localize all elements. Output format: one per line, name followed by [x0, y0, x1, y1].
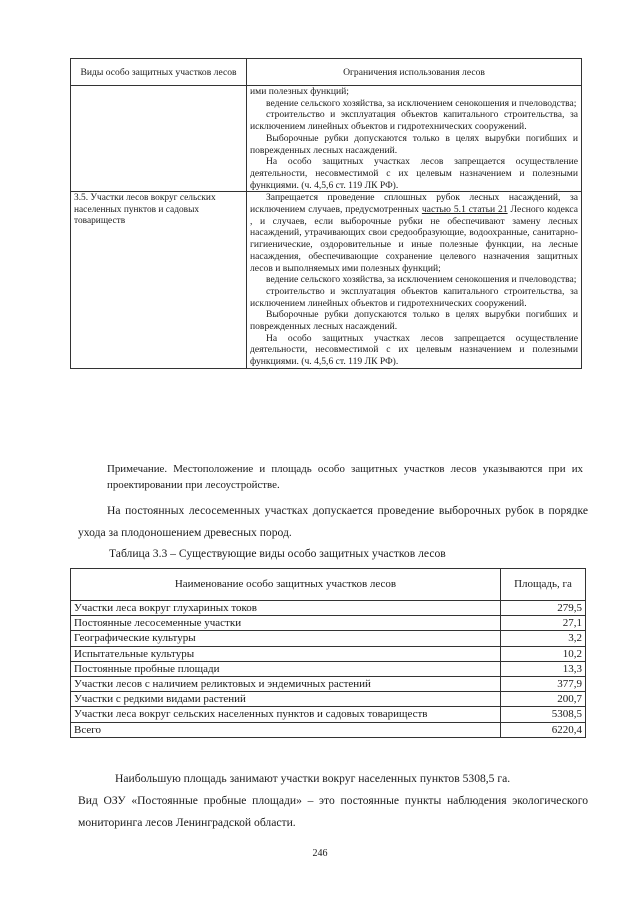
restriction-text: ими полезных функций; [250, 86, 349, 97]
area-value-cell: 10,2 [501, 646, 586, 661]
restriction-text: ведение сельского хозяйства, за исключением сенокошения и пчеловодства; [266, 274, 577, 286]
restriction-text: строительство и эксплуатация объектов капитального строительства, за исключением линейных объектов и гидротехнических сооружений. [250, 109, 578, 133]
restriction-text-part: Лесного кодекса , и случаев, если выборочные рубки не обеспечивают замену лесных насаждений, утрачивающих свои средообразующие, водоохранные, санитарно-гигиенические, оздоровительные и иные полезные функции, на лесные насаждения, обеспечивающие сохранение целевого назначения защитных лесов и выполняемых ими полезных функций; [250, 204, 578, 274]
area-name-cell: Географические культуры [71, 631, 501, 646]
row2-name: 3.5. Участки лесов вокруг сельских населенных пунктов и садовых товариществ [74, 193, 216, 227]
restriction-text: На особо защитных участках лесов запрещается осуществление деятельности, несовместимой с их целевым назначением и полезными функциями. (ч. 4,5,6 ст. 119 ЛК РФ). [250, 332, 578, 368]
page-number: 246 [312, 848, 328, 859]
restriction-text-part: Запрещается проведение сплошных рубок лесных насаждений, за исключением случаев, предусмотренных [250, 192, 578, 216]
table-row [71, 661, 586, 676]
table-row [71, 192, 582, 369]
table-row [71, 601, 586, 616]
area-value-cell: 279,5 [501, 601, 586, 616]
area-name-cell: Участки леса вокруг сельских населенных пунктов и садовых товариществ [71, 707, 501, 722]
row2-name-cell [71, 192, 247, 369]
header-restrictions: Ограничения использования лесов [247, 59, 582, 86]
header-area: Площадь, га [501, 569, 586, 601]
area-name-cell: Испытательные культуры [71, 646, 501, 661]
protected-areas-table [70, 568, 586, 738]
area-value-cell: 377,9 [501, 677, 586, 692]
table-row [71, 707, 586, 722]
restrictions-table [70, 58, 582, 369]
restriction-text: Выборочные рубки допускаются только в целях вырубки погибших и поврежденных лесных насаждений. [250, 309, 578, 333]
area-value-cell: 27,1 [501, 616, 586, 631]
table-row [71, 631, 586, 646]
row1-restrictions-cell [247, 86, 582, 192]
restriction-text: На особо защитных участках лесов запрещается осуществление деятельности, несовместимой с их целевым назначением и полезными функциями. (ч. 4,5,6 ст. 119 ЛК РФ). [250, 156, 578, 191]
header-forest-types: Виды особо защитных участков лесов [71, 59, 247, 86]
law-reference-link[interactable]: частью 5.1 статьи 21 [421, 204, 508, 216]
table-row [71, 677, 586, 692]
paragraph-summary [78, 768, 588, 834]
summary-line: Наибольшую площадь занимают участки вокруг населенных пунктов 5308,5 га. [115, 772, 511, 785]
table-body [71, 601, 586, 738]
area-name-cell: Всего [71, 722, 501, 737]
table-row [71, 722, 586, 737]
table-row [71, 646, 586, 661]
area-value-cell: 3,2 [501, 631, 586, 646]
summary-text: Вид ОЗУ «Постоянные пробные площади» – это постоянные пункты наблюдения экологического мониторинга лесов Ленинградской области. [78, 794, 588, 829]
table-header-row [71, 569, 586, 601]
area-name-cell: Постоянные пробные площади [71, 661, 501, 676]
header-name: Наименование особо защитных участков лесов [71, 569, 501, 601]
area-name-cell: Участки леса вокруг глухариных токов [71, 601, 501, 616]
paragraph-seed-plots: На постоянных лесосеменных участках допускается проведение выборочных рубок в порядке ухода за плодоношением древесных пород. [78, 504, 588, 539]
area-value-cell: 6220,4 [501, 722, 586, 737]
area-value-cell: 13,3 [501, 661, 586, 676]
area-name-cell: Участки лесов с наличием реликтовых и эндемичных растений [71, 677, 501, 692]
restriction-text [250, 192, 578, 274]
area-name-cell: Постоянные лесосеменные участки [71, 616, 501, 631]
table-caption: Таблица 3.3 – Существующие виды особо защитных участков лесов [109, 547, 446, 560]
table-header-row [71, 59, 582, 86]
area-value-cell: 200,7 [501, 692, 586, 707]
table-row [71, 692, 586, 707]
table-note: Примечание. Местоположение и площадь особо защитных участков лесов указываются при их проектировании при лесоустройстве. [107, 463, 583, 491]
row1-name-cell [71, 86, 247, 192]
table-row [71, 616, 586, 631]
row2-restrictions-cell [247, 192, 582, 369]
area-value-cell: 5308,5 [501, 707, 586, 722]
area-name-cell: Участки с редкими видами растений [71, 692, 501, 707]
restriction-text: Выборочные рубки допускаются только в целях вырубки погибших и поврежденных лесных насаждений. [250, 132, 578, 156]
table-row [71, 86, 582, 192]
restriction-text: ведение сельского хозяйства, за исключением сенокошения и пчеловодства; [266, 97, 577, 109]
restriction-text: строительство и эксплуатация объектов капитального строительства, за исключением линейных объектов и гидротехнических сооружений. [250, 285, 578, 309]
